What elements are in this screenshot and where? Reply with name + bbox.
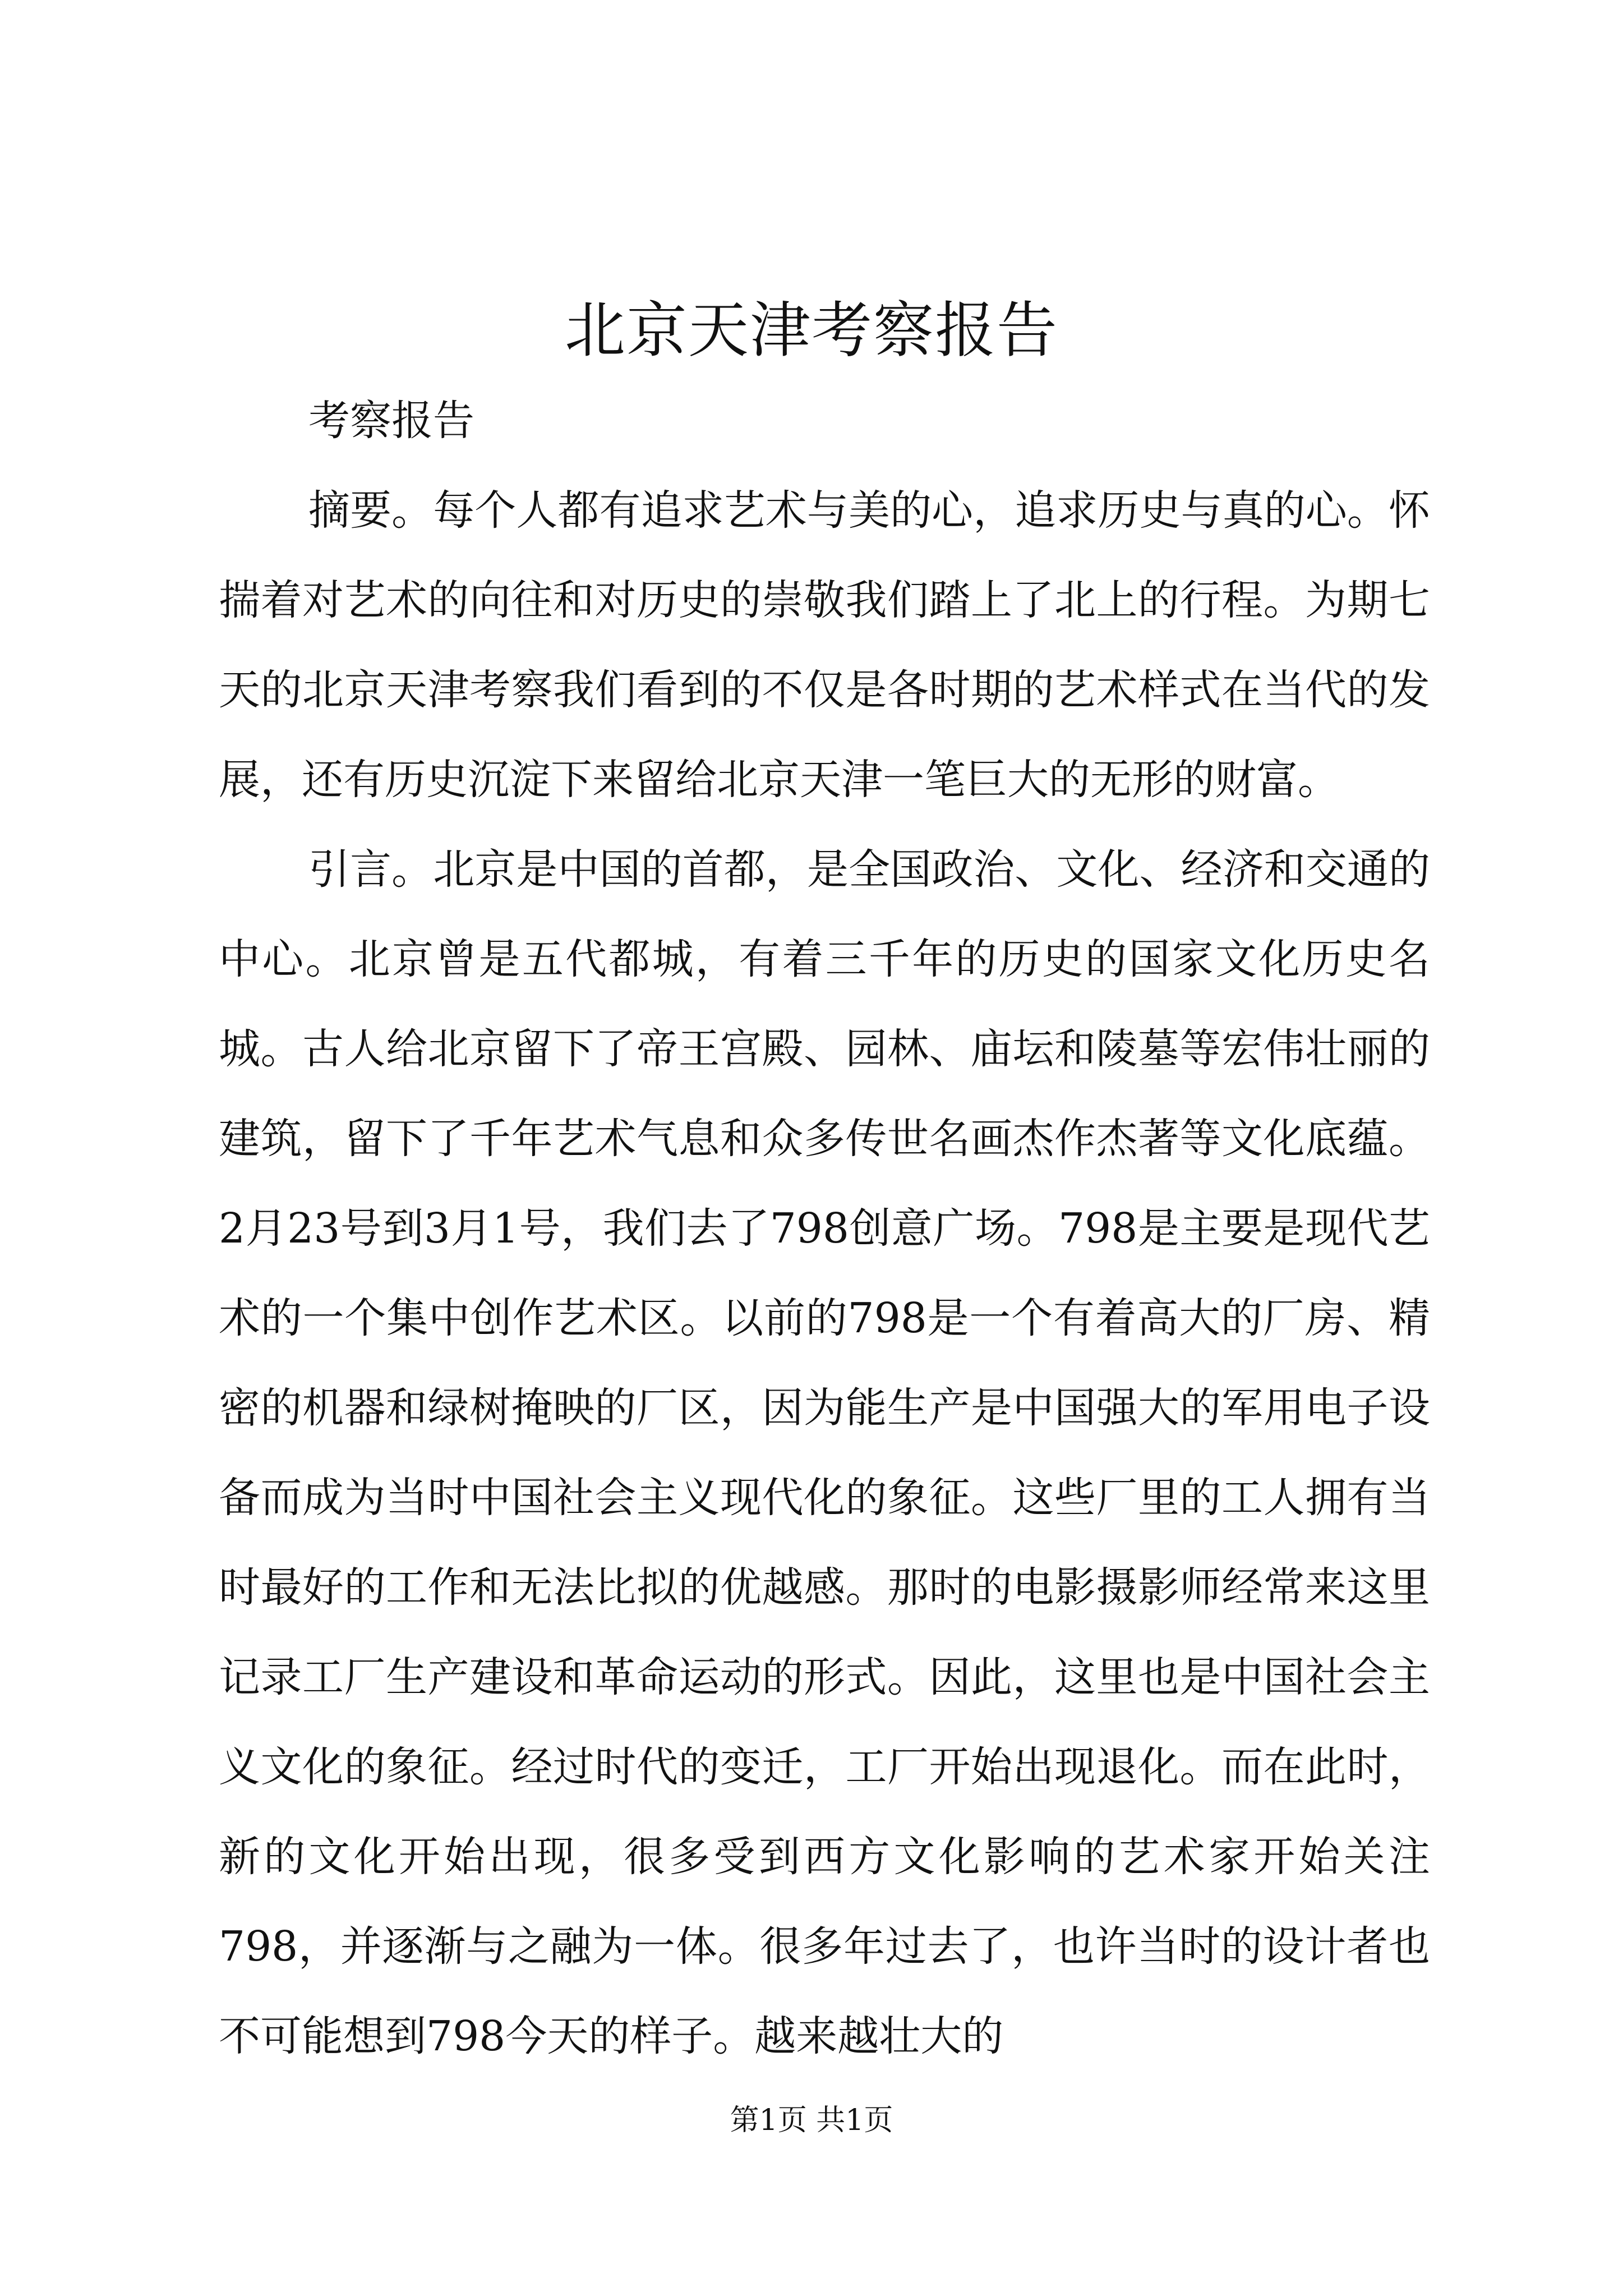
page-number-footer: 第1页 共1页	[730, 2104, 893, 2137]
document-title: 北京天津考察报告	[564, 296, 1058, 366]
abstract-paragraph: 摘要。每个人都有追求艺术与美的心，追求历史与真的心。怀揣着对艺术的向往和对历史的崇敬我们踏上了北上的行程。为期七天的北京天津考察我们看到的不仅是各时期的艺术样式在当代的发展，还有历史沉淀下来留给北京天津一笔巨大的无形的财富。	[219, 486, 1430, 804]
document-body	[219, 376, 1430, 2081]
introduction-paragraph: 引言。北京是中国的首都，是全国政治、文化、经济和交通的中心。北京曾是五代都城，有着三千年的历史的国家文化历史名城。古人给北京留下了帝王宫殿、园林、庙坛和陵墓等宏伟壮丽的建筑，留下了千年艺术气息和众多传世名画杰作杰著等文化底蕴。2月23号到3月1号，我们去了798创意广场。798是主要是现代艺术的一个集中创作艺术区。以前的798是一个有着高大的厂房、精密的机器和绿树掩映的厂区，因为能生产是中国强大的军用电子设备而成为当时中国社会主义现代化的象征。这些厂里的工人拥有当时最好的工作和无法比拟的优越感。那时的电影摄影师经常来这里记录工厂生产建设和革命运动的形式。因此，这里也是中国社会主义文化的象征。经过时代的变迁，工厂开始出现退化。而在此时，新的文化开始出现，很多受到西方文化影响的艺术家开始关注798，并逐渐与之融为一体。很多年过去了，也许当时的设计者也不可能想到798今天的样子。越来越壮大的	[219, 845, 1430, 2060]
heading-paragraph: 考察报告	[308, 397, 474, 445]
